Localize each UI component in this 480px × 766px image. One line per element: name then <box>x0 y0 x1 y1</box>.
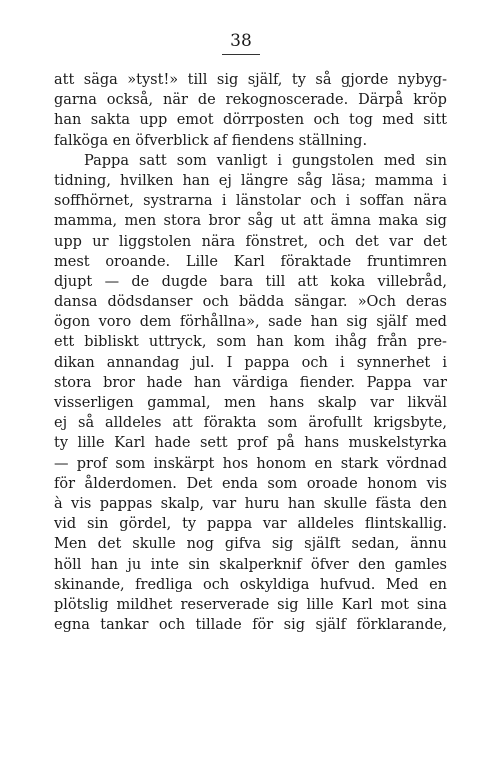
word: det <box>355 233 379 250</box>
word: hans <box>304 435 340 452</box>
word: pappa <box>244 354 290 371</box>
word: fredliga <box>135 576 193 593</box>
word: liggstolen <box>118 233 192 250</box>
word: prof <box>76 455 108 472</box>
word: så <box>315 72 332 88</box>
word: dödsdanser <box>107 294 193 311</box>
word: oroade <box>306 475 358 492</box>
word: dem <box>139 314 172 331</box>
word: ej <box>54 415 68 432</box>
word: vid <box>54 516 77 533</box>
word: I <box>226 354 233 371</box>
word: dikan <box>54 354 95 371</box>
word: förhållna», <box>179 314 260 331</box>
word: i <box>345 193 351 210</box>
word: ärofullt <box>308 415 363 432</box>
word: gördel, <box>119 516 172 533</box>
word: med <box>383 152 416 169</box>
word: var <box>370 395 394 411</box>
word: dansa <box>54 294 98 311</box>
text-line <box>54 413 447 433</box>
word: kröp <box>413 92 447 109</box>
word: Lille <box>185 253 218 270</box>
word: flintskallig. <box>364 516 447 533</box>
word: och <box>158 617 186 634</box>
text-line <box>54 595 447 615</box>
word: visserligen <box>54 395 134 411</box>
word: vanligt <box>216 152 268 169</box>
text-line <box>54 90 447 110</box>
word: i <box>277 152 282 169</box>
word: mest <box>54 253 90 270</box>
word: en <box>112 132 131 149</box>
word: sin <box>188 556 210 573</box>
text-line <box>54 131 447 151</box>
text-line <box>54 454 447 474</box>
word: emot <box>176 112 214 129</box>
word: fiender. <box>299 374 356 391</box>
word: höll <box>54 556 82 573</box>
word: de <box>197 92 216 109</box>
text-line <box>54 534 447 554</box>
word: Pappa <box>84 152 129 169</box>
word: alldeles <box>297 516 354 533</box>
word: bibliskt <box>84 334 139 351</box>
word: Det <box>186 475 213 492</box>
word: stora <box>163 213 202 230</box>
word: skulle <box>132 536 176 553</box>
word: sitt <box>423 112 447 129</box>
word: hade <box>154 435 191 452</box>
word: huru <box>244 495 280 512</box>
text-line <box>54 555 447 575</box>
word: sig <box>283 617 306 634</box>
word: ålderdomen. <box>84 475 177 492</box>
word: »Och <box>357 294 396 311</box>
text-line <box>54 171 447 191</box>
word: jul. <box>191 354 215 371</box>
text-line <box>54 353 447 373</box>
word: för <box>54 475 76 492</box>
word: nära <box>201 233 236 250</box>
word: den <box>358 556 386 573</box>
word: Därpå <box>358 92 404 109</box>
word: pre- <box>417 334 447 351</box>
word: sett <box>199 435 228 452</box>
word: lille <box>306 596 334 613</box>
word: ämna <box>330 213 372 230</box>
word: honom <box>256 455 307 472</box>
word: sig <box>216 72 239 88</box>
word: sina <box>416 596 447 613</box>
page-number: 38 <box>230 31 252 51</box>
word: hvilken <box>119 172 174 189</box>
word: stora <box>54 374 92 391</box>
word: maka <box>378 213 419 230</box>
word: öfverblick <box>135 132 209 149</box>
word: voro <box>98 314 132 331</box>
word: förklarande, <box>356 617 447 634</box>
word: pappa <box>206 516 253 533</box>
word: och <box>203 576 230 593</box>
word: skalperknif <box>219 556 302 573</box>
word: med <box>382 112 414 129</box>
word: länstolar <box>235 193 301 210</box>
word: af <box>213 132 228 149</box>
word: likväl <box>407 395 447 411</box>
word: rekognoscerade. <box>225 92 349 109</box>
word: när <box>163 92 188 109</box>
word: såg <box>247 213 274 230</box>
text-line <box>54 232 447 252</box>
word: ty <box>182 516 197 533</box>
word: också, <box>106 92 154 109</box>
word: upp <box>54 233 82 250</box>
word: Karl <box>341 596 373 613</box>
word: öfver <box>310 556 349 573</box>
word: sin <box>86 516 109 533</box>
text-line <box>54 373 447 393</box>
word: att <box>54 72 75 88</box>
word: var <box>423 374 447 391</box>
word: ju <box>127 556 142 573</box>
word: själft <box>304 536 341 553</box>
paragraph <box>54 151 447 636</box>
text-line <box>54 151 447 171</box>
word: sedan, <box>351 536 400 553</box>
word: Men <box>54 536 87 553</box>
word: nära <box>413 193 447 210</box>
word: dörrposten <box>222 112 305 129</box>
word: han <box>90 556 119 573</box>
word: ty <box>291 72 306 88</box>
word: gifva <box>224 536 261 553</box>
text-line <box>54 615 447 635</box>
word: för <box>252 617 274 634</box>
word: så <box>78 415 95 432</box>
word: sig <box>346 314 368 331</box>
page-number-rule <box>222 54 260 55</box>
word: från <box>376 334 408 351</box>
word: det <box>97 536 122 553</box>
word: ut <box>280 213 296 230</box>
word: att <box>172 415 193 432</box>
word: falköga <box>54 132 109 149</box>
word: som <box>115 455 146 472</box>
word: sängar. <box>294 294 348 311</box>
word: stark <box>340 455 379 472</box>
word: att <box>302 213 324 230</box>
word: egna <box>54 617 90 634</box>
word: tillade <box>195 617 242 634</box>
word: skulle <box>323 495 368 512</box>
text-line <box>54 514 447 534</box>
word: bror <box>208 213 241 230</box>
word: koka <box>330 273 366 290</box>
text-line <box>54 393 447 413</box>
word: bror <box>103 374 135 391</box>
text-line <box>54 70 447 90</box>
word: en <box>314 455 333 472</box>
word: en <box>429 576 447 593</box>
word: säga <box>83 72 118 88</box>
word: inte <box>150 556 179 573</box>
text-line <box>54 332 447 352</box>
word: det <box>423 233 447 250</box>
text-line <box>54 474 447 494</box>
word: soffan <box>359 193 405 210</box>
word: lille <box>77 435 105 452</box>
word: inskärpt <box>153 455 215 472</box>
word: att <box>297 273 318 290</box>
word: i <box>221 193 227 210</box>
word: gammal, <box>147 395 211 411</box>
text-line <box>54 292 447 312</box>
word: nybyg- <box>397 72 447 88</box>
word: såg <box>297 172 323 189</box>
word: djupt <box>54 273 93 290</box>
word: Med <box>385 576 419 593</box>
word: bara <box>219 273 254 290</box>
word: och <box>313 112 340 129</box>
word: med <box>415 314 447 331</box>
word: annandag <box>106 354 180 371</box>
word: ett <box>54 334 75 351</box>
word: sade <box>268 314 303 331</box>
word: fiendens <box>231 132 295 149</box>
word: plötslig <box>54 596 109 613</box>
word: värdiga <box>232 374 289 391</box>
word: fruntimren <box>366 253 447 270</box>
word: ännu <box>410 536 447 553</box>
word: Karl <box>233 253 265 270</box>
word: men <box>124 213 157 230</box>
text-line <box>54 312 447 332</box>
word: mamma <box>374 172 434 189</box>
word: som <box>267 415 298 432</box>
word: gjorde <box>341 72 389 88</box>
word: och <box>301 354 328 371</box>
word: han <box>54 112 82 129</box>
word: läsa; <box>331 172 366 189</box>
word: tankar <box>100 617 149 634</box>
word: mamma, <box>54 213 118 230</box>
word: men <box>224 395 256 411</box>
word: i <box>339 354 345 371</box>
word: »tyst!» <box>127 72 179 88</box>
word: hos <box>222 455 249 472</box>
word: till <box>187 72 208 88</box>
text-line <box>54 575 447 595</box>
word: systrarna <box>143 193 213 210</box>
word: oskyldiga <box>239 576 310 593</box>
word: synnerhet <box>356 354 431 371</box>
word: som <box>267 475 298 492</box>
word: satt <box>139 152 167 169</box>
word: fönstret, <box>245 233 309 250</box>
word: som <box>216 334 247 351</box>
word: Pappa <box>366 374 412 391</box>
word: mildhet <box>116 596 173 613</box>
text-line <box>54 252 447 272</box>
word: skalp, <box>160 495 205 512</box>
word: föraktade <box>280 253 352 270</box>
word: i <box>442 172 447 189</box>
word: alldeles <box>105 415 162 432</box>
word: oroande. <box>105 253 171 270</box>
body-text <box>54 70 447 635</box>
word: själf <box>315 617 347 634</box>
word: han <box>256 334 284 351</box>
word: garna <box>54 92 97 109</box>
word: bädda <box>238 294 285 311</box>
word: ställning. <box>298 132 368 149</box>
word: kom <box>293 334 326 351</box>
word: och <box>202 294 229 311</box>
word: hufvud. <box>319 576 376 593</box>
paragraph <box>54 70 447 151</box>
word: hade <box>146 374 183 391</box>
word: på <box>276 435 295 452</box>
word: uttryck, <box>148 334 207 351</box>
word: i <box>442 354 447 371</box>
word: pappas <box>99 495 153 512</box>
word: ihåg <box>335 334 367 351</box>
word: och <box>310 193 337 210</box>
word: deras <box>406 294 447 311</box>
word: fästa <box>375 495 412 512</box>
word: gamles <box>394 556 447 573</box>
word: sig <box>425 213 447 230</box>
word: krigsbyte, <box>373 415 447 432</box>
text-line <box>54 191 447 211</box>
word: den <box>419 495 447 512</box>
word: gungstolen <box>292 152 374 169</box>
word: — <box>54 455 69 472</box>
word: vördnad <box>386 455 447 472</box>
word: var <box>212 495 237 512</box>
word: muskelstyrka <box>348 435 447 452</box>
word: hans <box>269 395 305 411</box>
word: förakta <box>203 415 257 432</box>
text-line <box>54 433 447 453</box>
word: ej <box>218 172 232 189</box>
word: dugde <box>161 273 208 290</box>
word: sin <box>425 152 447 169</box>
word: Karl <box>114 435 146 452</box>
word: sig <box>271 536 294 553</box>
word: — <box>104 273 120 290</box>
word: ty <box>54 435 69 452</box>
word: vis <box>71 495 92 512</box>
word: ur <box>92 233 109 250</box>
word: enda <box>222 475 258 492</box>
word: vis <box>426 475 447 492</box>
word: till <box>265 273 286 290</box>
word: nog <box>186 536 214 553</box>
word: skalp <box>317 395 357 411</box>
word: själf, <box>247 72 283 88</box>
word: ögon <box>54 314 91 331</box>
word: mot <box>380 596 409 613</box>
word: sig <box>277 596 299 613</box>
word: tidning, <box>54 172 111 189</box>
word: skinande, <box>54 576 125 593</box>
word: upp <box>139 112 168 129</box>
word: han <box>287 495 316 512</box>
word: längre <box>240 172 289 189</box>
word: han <box>182 172 210 189</box>
word: reserverade <box>180 596 270 613</box>
word: själf <box>376 314 407 331</box>
word: honom <box>367 475 418 492</box>
word: villebråd, <box>377 273 447 290</box>
word: han <box>193 374 222 391</box>
text-line <box>54 494 447 514</box>
word: var <box>389 233 413 250</box>
word: och <box>318 233 345 250</box>
word: prof <box>237 435 268 452</box>
word: han <box>310 314 338 331</box>
word: tog <box>349 112 373 129</box>
word: sakta <box>90 112 131 129</box>
word: à <box>54 495 63 512</box>
text-line <box>54 110 447 130</box>
text-line <box>54 272 447 292</box>
text-line <box>54 211 447 231</box>
word: var <box>262 516 287 533</box>
word: som <box>176 152 207 169</box>
word: de <box>131 273 150 290</box>
word: soffhörnet, <box>54 193 134 210</box>
